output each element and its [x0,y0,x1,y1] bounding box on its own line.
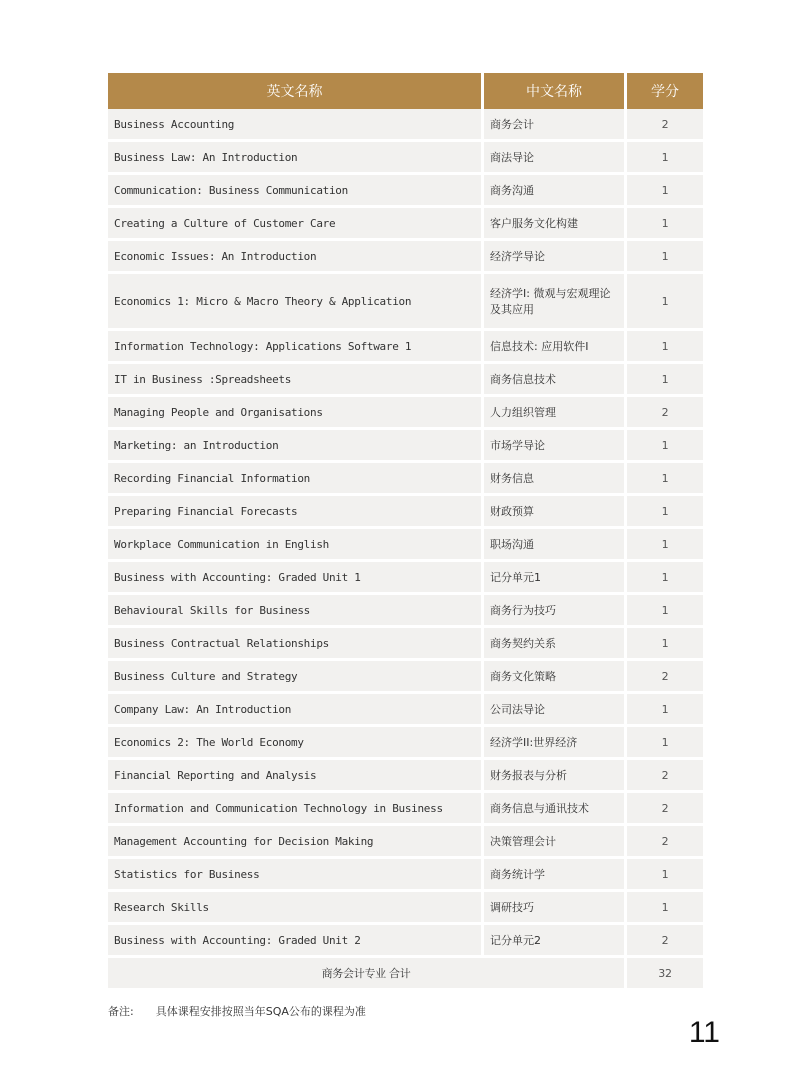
course-credits: 1 [627,628,703,661]
course-credits: 1 [627,892,703,925]
course-credits: 1 [627,562,703,595]
course-row [108,109,703,142]
course-chinese-name: 客户服务文化构建 [484,208,624,241]
course-row [108,892,703,925]
total-label: 商务会计专业 合计 [108,958,624,991]
course-credits: 2 [627,793,703,826]
course-english-name: Economic Issues: An Introduction [108,241,481,274]
course-credits: 1 [627,595,703,628]
course-english-name: IT in Business :Spreadsheets [108,364,481,397]
course-chinese-name: 财政预算 [484,496,624,529]
footnote-label: 备注: [108,1005,134,1018]
course-english-name: Business Accounting [108,109,481,142]
course-credits: 1 [627,859,703,892]
course-row [108,397,703,430]
course-chinese-name: 商法导论 [484,142,624,175]
course-row [108,208,703,241]
course-credits: 1 [627,496,703,529]
course-english-name: Company Law: An Introduction [108,694,481,727]
course-english-name: Managing People and Organisations [108,397,481,430]
course-row [108,925,703,958]
course-english-name: Statistics for Business [108,859,481,892]
course-row [108,430,703,463]
course-row [108,859,703,892]
course-english-name: Workplace Communication in English [108,529,481,562]
course-credits: 1 [627,175,703,208]
table-header-row [108,73,703,109]
course-row [108,727,703,760]
course-table-body [108,109,703,991]
course-row [108,562,703,595]
course-chinese-name: 商务信息技术 [484,364,624,397]
footnote-text: 具体课程安排按照当年SQA公布的课程为准 [155,1005,366,1018]
course-chinese-name: 人力组织管理 [484,397,624,430]
course-row [108,496,703,529]
course-chinese-name: 商务信息与通讯技术 [484,793,624,826]
course-english-name: Information Technology: Applications Software 1 [108,331,481,364]
course-chinese-name: 经济学I: 微观与宏观理论及其应用 [484,274,624,331]
course-credits: 1 [627,331,703,364]
course-english-name: Economics 2: The World Economy [108,727,481,760]
course-chinese-name: 经济学II:世界经济 [484,727,624,760]
course-row [108,628,703,661]
course-credits: 2 [627,109,703,142]
course-row [108,175,703,208]
course-english-name: Preparing Financial Forecasts [108,496,481,529]
course-credits: 1 [627,142,703,175]
course-english-name: Management Accounting for Decision Making [108,826,481,859]
course-chinese-name: 财务报表与分析 [484,760,624,793]
course-chinese-name: 决策管理会计 [484,826,624,859]
course-english-name: Behavioural Skills for Business [108,595,481,628]
course-english-name: Financial Reporting and Analysis [108,760,481,793]
course-chinese-name: 商务统计学 [484,859,624,892]
course-chinese-name: 商务文化策略 [484,661,624,694]
course-credits: 2 [627,925,703,958]
course-chinese-name: 财务信息 [484,463,624,496]
course-row [108,241,703,274]
course-chinese-name: 职场沟通 [484,529,624,562]
footnote [108,1003,366,1019]
course-chinese-name: 公司法导论 [484,694,624,727]
course-row [108,694,703,727]
course-english-name: Business Contractual Relationships [108,628,481,661]
course-english-name: Research Skills [108,892,481,925]
course-english-name: Creating a Culture of Customer Care [108,208,481,241]
course-chinese-name: 商务会计 [484,109,624,142]
course-chinese-name: 调研技巧 [484,892,624,925]
course-english-name: Communication: Business Communication [108,175,481,208]
course-credits: 1 [627,463,703,496]
course-english-name: Marketing: an Introduction [108,430,481,463]
course-credits: 1 [627,727,703,760]
course-row [108,760,703,793]
header-credits: 学分 [627,73,703,109]
course-credits: 1 [627,430,703,463]
course-credits: 1 [627,364,703,397]
course-chinese-name: 记分单元2 [484,925,624,958]
course-row [108,529,703,562]
course-chinese-name: 记分单元1 [484,562,624,595]
course-credits: 2 [627,661,703,694]
course-credits: 2 [627,826,703,859]
course-row [108,364,703,397]
header-chinese-name: 中文名称 [484,73,624,109]
course-chinese-name: 经济学导论 [484,241,624,274]
course-english-name: Business with Accounting: Graded Unit 2 [108,925,481,958]
course-english-name: Business with Accounting: Graded Unit 1 [108,562,481,595]
course-row [108,331,703,364]
course-chinese-name: 商务沟通 [484,175,624,208]
course-row [108,661,703,694]
course-row [108,595,703,628]
course-credits: 2 [627,397,703,430]
total-credits: 32 [627,958,703,991]
course-credits: 1 [627,694,703,727]
course-chinese-name: 市场学导论 [484,430,624,463]
course-row [108,793,703,826]
course-credits: 1 [627,274,703,331]
course-english-name: Recording Financial Information [108,463,481,496]
total-row [108,958,703,991]
course-chinese-name: 商务行为技巧 [484,595,624,628]
course-row [108,826,703,859]
page-number: 11 [688,1016,720,1049]
course-row [108,274,703,331]
course-english-name: Economics 1: Micro & Macro Theory & Application [108,274,481,331]
header-english-name: 英文名称 [108,73,481,109]
course-chinese-name: 商务契约关系 [484,628,624,661]
course-english-name: Information and Communication Technology in Business [108,793,481,826]
course-table [105,73,706,991]
course-row [108,463,703,496]
course-chinese-name: 信息技术: 应用软件I [484,331,624,364]
course-english-name: Business Culture and Strategy [108,661,481,694]
course-credits: 1 [627,208,703,241]
course-english-name: Business Law: An Introduction [108,142,481,175]
course-credits: 2 [627,760,703,793]
course-row [108,142,703,175]
course-credits: 1 [627,241,703,274]
course-credits: 1 [627,529,703,562]
